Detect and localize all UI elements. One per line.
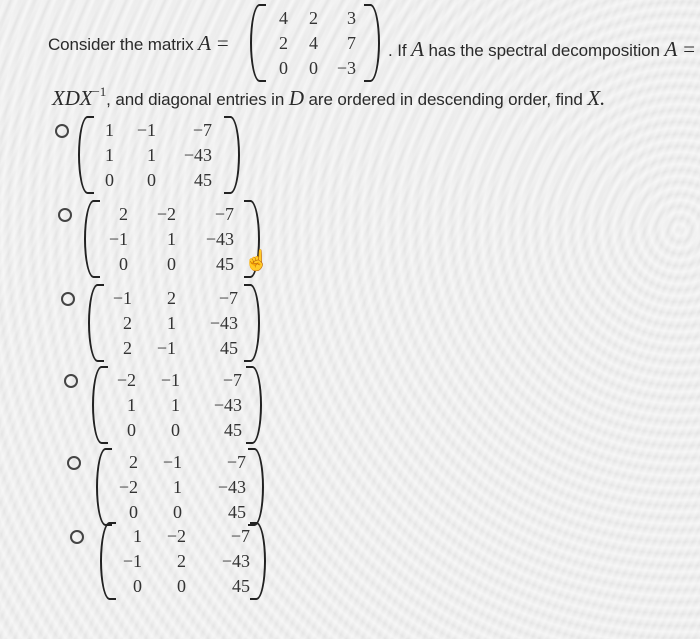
left-paren [84,200,100,278]
left-paren [88,284,104,362]
matrix-cell: 1 [173,477,182,497]
matrix-cell: 0 [105,170,114,190]
question-line-1 [48,31,230,56]
matrix-cell: 2 [119,204,128,224]
matrix-cell: 0 [127,420,136,440]
matrix-cell: 1 [167,229,176,249]
matrix-cell: 2 [129,452,138,472]
left-paren [92,366,108,444]
option-matrix-2 [84,200,260,278]
matrix-cell: 45 [216,254,234,274]
option-radio-5[interactable] [67,456,81,470]
inverse-superscript: −1 [92,84,107,99]
matrix-cell: 2 [309,8,318,28]
var-A: A [198,31,211,55]
and-text: , and diagonal entries in [106,90,285,109]
hand-pointer-icon: ☝ [244,250,269,272]
matrix-cell: 0 [173,502,182,522]
matrix-cell: −7 [214,204,234,224]
matrix-cell: −43 [221,551,250,571]
matrix-cell: 1 [105,145,114,165]
matrix-cell: 0 [133,576,142,596]
matrix-cell: 2 [123,338,132,358]
matrix-cell: 7 [347,33,356,53]
ordered-text: are ordered in descending order, find [308,90,583,109]
var-A-2: A [411,37,424,61]
equals-sign: = [215,31,230,55]
matrix-cell: 0 [129,502,138,522]
option-matrix-4 [92,366,262,444]
matrix-cell: −43 [183,145,212,165]
matrix-cell: 45 [224,420,242,440]
matrix-cell: −3 [336,58,356,78]
matrix-cell: 0 [167,254,176,274]
equals-sign-2: = [681,37,696,61]
matrix-cell: −7 [222,370,242,390]
matrix-cell: 0 [119,254,128,274]
var-D: D [288,86,304,110]
matrix-cell: 0 [279,58,288,78]
matrix-cell: −43 [217,477,246,497]
right-paren [364,4,380,82]
xdx-expression: XDX [52,86,93,110]
matrix-cell: −1 [108,229,128,249]
matrix-cell: −43 [213,395,242,415]
matrix-cell: 45 [220,338,238,358]
question-line-2 [52,84,605,111]
var-X: X [587,86,601,110]
period: . [600,86,606,110]
matrix-cell: −1 [156,338,176,358]
question-intro: Consider the matrix [48,35,194,54]
matrix-cell: −2 [156,204,176,224]
question-line-1-cont [388,37,696,62]
matrix-cell: −7 [226,452,246,472]
right-paren [246,366,262,444]
matrix-cell: 1 [147,145,156,165]
matrix-cell: −7 [192,120,212,140]
matrix-cell: 4 [279,8,288,28]
option-matrix-1 [78,116,240,194]
matrix-cell: −2 [118,477,138,497]
matrix-cell: −1 [160,370,180,390]
matrix-cell: 2 [123,313,132,333]
matrix-cell: 1 [133,526,142,546]
option-matrix-6 [100,522,266,600]
matrix-cell: 3 [347,8,356,28]
option-radio-1[interactable] [55,124,69,138]
matrix-cell: 2 [177,551,186,571]
matrix-cell: 1 [105,120,114,140]
has-text: has the spectral decomposition [428,41,660,60]
matrix-cell: −1 [112,288,132,308]
var-A-3: A [664,37,678,61]
matrix-cell: 1 [167,313,176,333]
matrix-cell: 0 [171,420,180,440]
matrix-cell: 45 [228,502,246,522]
matrix-cell: −1 [162,452,182,472]
option-radio-4[interactable] [64,374,78,388]
option-radio-6[interactable] [70,530,84,544]
matrix-cell: −43 [209,313,238,333]
matrix-cell: 45 [194,170,212,190]
matrix-cell: −2 [116,370,136,390]
matrix-cell: 1 [127,395,136,415]
matrix-cell: 2 [167,288,176,308]
matrix-cell: −7 [230,526,250,546]
matrix-cell: −7 [218,288,238,308]
option-radio-3[interactable] [61,292,75,306]
option-radio-2[interactable] [58,208,72,222]
right-paren [224,116,240,194]
matrix-cell: −1 [122,551,142,571]
right-paren [248,448,264,526]
option-matrix-5 [96,448,264,526]
right-paren [244,284,260,362]
matrix-cell: 1 [171,395,180,415]
matrix-cell: 0 [309,58,318,78]
matrix-cell: −43 [205,229,234,249]
matrix-cell: 0 [147,170,156,190]
matrix-cell: −2 [166,526,186,546]
if-text: . If [388,41,407,60]
right-paren [250,522,266,600]
option-matrix-3 [88,284,260,362]
matrix-cell: 45 [232,576,250,596]
matrix-cell: −1 [136,120,156,140]
matrix-A [250,4,380,82]
matrix-cell: 4 [309,33,318,53]
matrix-cell: 2 [279,33,288,53]
matrix-cell: 0 [177,576,186,596]
